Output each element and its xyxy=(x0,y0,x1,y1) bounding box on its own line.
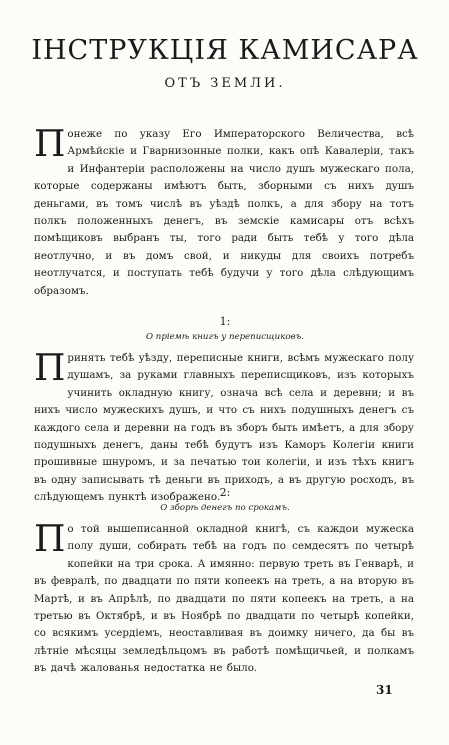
section-1-text: ринять тебѣ уѣзду, переписные книги, всѣмъ мужескаго полу душамъ, за руками главныхъ переписщиковъ, изъ которыхъ учинить окладную книгу, означа всѣ села и деревни; и въ нихъ число мужескихъ душъ, и что съ нихъ подушныхъ денегъ съ каждого села и деревни на годъ въ зборъ быть имѣетъ, а для збору подушныхъ денегъ, даны тебѣ будутъ изъ Каморъ Колегіи книги прошивные шнуромъ, и за печатью тои колегіи, и изъ тѣхъ книгъ въ одну записывать тѣ деньги въ приходъ, а въ другую росходъ, въ слѣдующемъ пунктѣ изображено. xyxy=(34,352,414,504)
section-1-dropcap: П xyxy=(34,348,66,389)
intro-dropcap: П xyxy=(34,124,66,165)
intro-text: онеже по указу Его Императорского Величества, всѣ Армѣйскіе и Гварнизонные полки, какъ опѣ Кавалеріи, такъ и Инфантеріи расположены на число душъ мужескаго пола, которые содержаны имѣютъ быть, зборными съ нихъ душъ деньгами, въ томъ числѣ въ уѣздѣ полкъ, а для збору на тотъ полкъ положенныхъ денегъ, въ земскіе камисары отъ всѣхъ помѣщиковъ выбранъ ты, того ради быть тебѣ у того дѣла неотлучно, и въ домъ свой, и никуды для своихъ потребъ неотлучатся, и поступать тебѣ будучи у того дѣла слѣдующимъ образомъ. xyxy=(34,128,414,297)
section-1-paragraph xyxy=(34,350,414,507)
section-1-heading: О пріемѣ книгъ у переписщиковъ. xyxy=(146,332,304,342)
intro-paragraph xyxy=(34,126,414,300)
section-2-dropcap: П xyxy=(34,519,66,560)
section-2-paragraph xyxy=(34,521,414,678)
section-2-number: 2: xyxy=(219,486,231,499)
document-subtitle: ОТЪ ЗЕМЛИ. xyxy=(164,76,286,91)
document-title: ІНСТРУКЦІЯ КАМИСАРА xyxy=(31,35,419,66)
section-1-number: 1: xyxy=(219,315,231,328)
page-number: 31 xyxy=(376,683,393,697)
section-2-heading: О зборѣ денегъ по срокамъ. xyxy=(160,503,290,513)
section-2-text: о той вышеписанной окладной книгѣ, съ каждои мужеска полу души, собирать тебѣ на годъ по семдесятъ по четырѣ копейки на три срока. А имянно: первую треть въ Генварѣ, и въ февралѣ, по двадцати по пяти копеекъ на треть, а на вторую въ Мартѣ, и въ Апрѣлѣ, по двадцати по пяти копеекъ на треть, а на третью въ Октябрѣ, и въ Ноябрѣ по двадцати по четырѣ копейки, со всякимъ усердіемъ, неоставливая въ доимку ничего, да бы въ лѣтніе мѣсяцы земледѣльцомъ въ работѣ помѣщичьей, и полкамъ въ дачѣ жалованья недостатка не было. xyxy=(34,523,414,675)
